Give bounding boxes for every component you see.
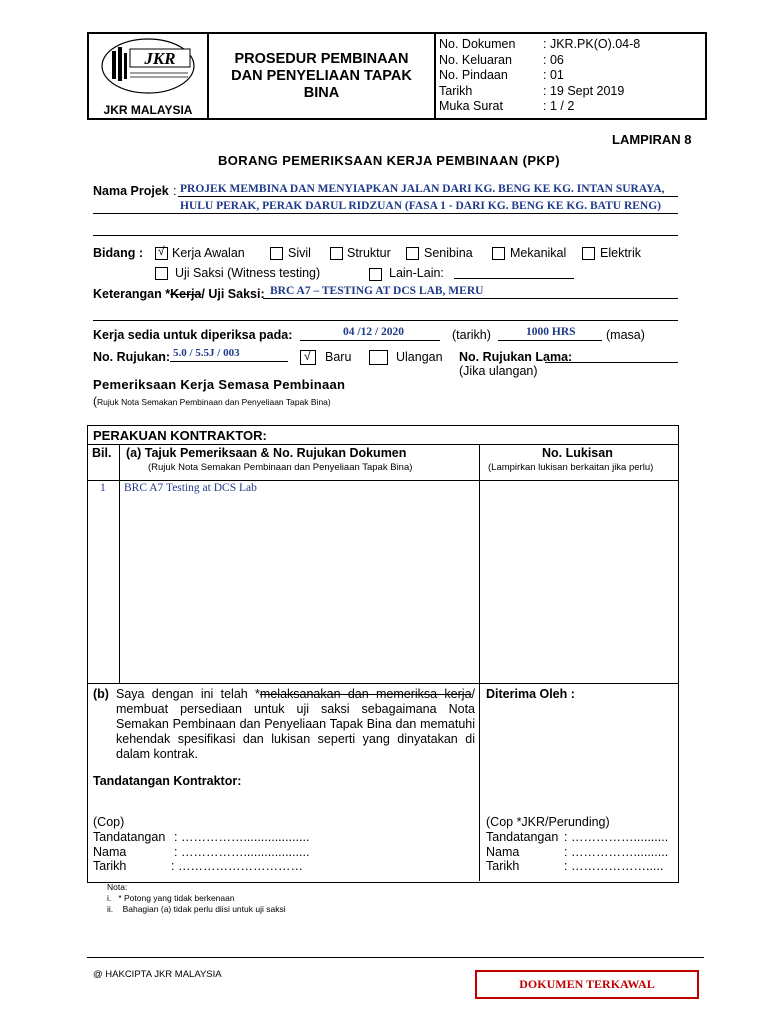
document-meta: No. Dokumen : JKR.PK(O).04-8 No. Keluaran : 06 No. Pindaan : 01 Tarikh : 19 Sept 2019 Muka Surat : 1 / 2 [435,33,706,119]
copyright: @ HAKCIPTA JKR MALAYSIA [93,969,222,980]
col-tajuk: (a) Tajuk Pemeriksaan & No. Rujukan Dokumen [126,446,407,460]
col-bil: Bil. [92,446,112,460]
checkbox-senibina[interactable] [406,247,419,260]
tandatangan-penerima-field[interactable]: : …………….......... [564,830,669,844]
rujukan-value[interactable]: 5.0 / 5.5J / 003 [173,347,240,359]
tarikh-hint: (tarikh) [452,328,491,342]
kontraktor-sign-fields: Tandatangan : ……………................... Nama : ……………................... Tarikh : ………………………… [93,830,310,873]
option-elektrik: Elektrik [600,246,641,260]
checkbox-kerja-awalan[interactable]: √ [155,247,168,260]
checkbox-baru[interactable]: √ [300,350,316,365]
option-struktur: Struktur [347,246,391,260]
nama-penerima-field[interactable]: : …………….......... [564,844,669,859]
org-name: JKR MALAYSIA [103,103,193,117]
projek-label: Nama Projek [93,184,169,198]
checkbox-uji-saksi[interactable] [155,267,168,280]
option-sivil: Sivil [288,246,311,260]
dokumen-terkawal-stamp: DOKUMEN TERKAWAL [475,970,699,999]
projek-value-line1[interactable]: PROJEK MEMBINA DAN MENYIAPKAN JALAN DARI KG. BENG KE KG. INTAN SURAYA, [180,183,665,195]
pemeriksaan-note: (Rujuk Nota Semakan Pembinaan dan Penyeliaan Tapak Bina) [93,394,331,408]
checkbox-sivil[interactable] [270,247,283,260]
option-ulangan: Ulangan [396,350,443,364]
nama-field[interactable]: : ……………................... [174,844,310,859]
cop-jkr-label: (Cop *JKR/Perunding) [486,815,610,829]
option-kerja-awalan: Kerja Awalan [172,246,245,260]
option-baru: Baru [325,350,352,364]
option-uji-saksi: Uji Saksi (Witness testing) [175,266,321,280]
checkbox-elektrik[interactable] [582,247,595,260]
checkbox-struktur[interactable] [330,247,343,260]
rujukan-lama-label: No. Rujukan Lama: [459,350,573,364]
penerima-sign-fields: Tandatangan : …………….......... Nama : …………….......... Tarikh : ………………..... [486,830,669,873]
checkbox-mekanikal[interactable] [492,247,505,260]
projek-colon: : [173,184,177,198]
keterangan-value[interactable]: BRC A7 – TESTING AT DCS LAB, MERU [270,285,484,297]
section-b-label: (b) [93,687,109,701]
logo-cell [88,33,208,119]
keterangan-label: Keterangan *Kerja/ Uji Saksi: [93,287,265,301]
header-title: PROSEDUR PEMBINAAN DAN PENYELIAAN TAPAK BINA [208,33,435,119]
rujukan-lama-field[interactable] [545,362,678,363]
option-lain-lain: Lain-Lain: [389,266,444,280]
lain-lain-field[interactable] [454,278,574,279]
diterima-label: Diterima Oleh : [486,687,575,701]
form-title: BORANG PEMERIKSAAN KERJA PEMBINAAN (PKP) [218,153,560,168]
perakuan-text: Saya dengan ini telah *melaksanakan dan memeriksa kerja/ membuat persediaan untuk uji saksi sebagaimana Nota Semakan Pembinaan dan Penyeliaan Tapak Bina dan mematuhi kehendak spesifikasi dan lukisan seperti yang dinyatakan di dalam kontrak. [116,687,476,761]
jkr-logo [89,37,207,101]
pemeriksaan-title: Pemeriksaan Kerja Semasa Pembinaan [93,377,346,392]
masa-hint: (masa) [606,328,645,342]
table-heading: PERAKUAN KONTRAKTOR: [93,428,267,443]
document-header [87,32,707,120]
kerja-sedia-time[interactable]: 1000 HRS [526,326,576,338]
col-lukisan-sub: (Lampirkan lukisan berkaitan jika perlu) [488,462,654,473]
rujukan-label: No. Rujukan: [93,350,171,364]
nota: Nota: i. * Potong yang tidak berkenaan ii. Bahagian (a) tidak perlu diisi untuk uji saksi [107,882,286,914]
sign-title: Tandatangan Kontraktor: [93,774,242,788]
col-tajuk-sub: (Rujuk Nota Semakan Pembinaan dan Penyeliaan Tapak Bina) [148,462,413,473]
checkbox-ulangan[interactable] [369,350,388,365]
tarikh-field[interactable]: : ………………………… [171,859,303,873]
bidang-label: Bidang : [93,246,143,260]
tarikh-penerima-field[interactable]: : ………………..... [564,859,664,873]
checkbox-lain-lain[interactable] [369,268,382,281]
col-lukisan: No. Lukisan [542,446,613,460]
option-senibina: Senibina [424,246,473,260]
row-bil: 1 [100,482,106,494]
kerja-sedia-date[interactable]: 04 /12 / 2020 [343,326,405,338]
jika-ulangan-hint: (Jika ulangan) [459,364,538,378]
tandatangan-field[interactable]: : ……………................... [174,830,310,844]
cop-label: (Cop) [93,815,125,829]
lampiran-label: LAMPIRAN 8 [612,132,692,147]
svg-text:JKR: JKR [144,49,176,68]
option-mekanikal: Mekanikal [510,246,567,260]
projek-value-line2[interactable]: HULU PERAK, PERAK DARUL RIDZUAN (FASA 1 - DARI KG. BENG KE KG. BATU RENG) [180,200,662,212]
kerja-sedia-label: Kerja sedia untuk diperiksa pada: [93,328,293,342]
row-tajuk[interactable]: BRC A7 Testing at DCS Lab [124,482,257,494]
